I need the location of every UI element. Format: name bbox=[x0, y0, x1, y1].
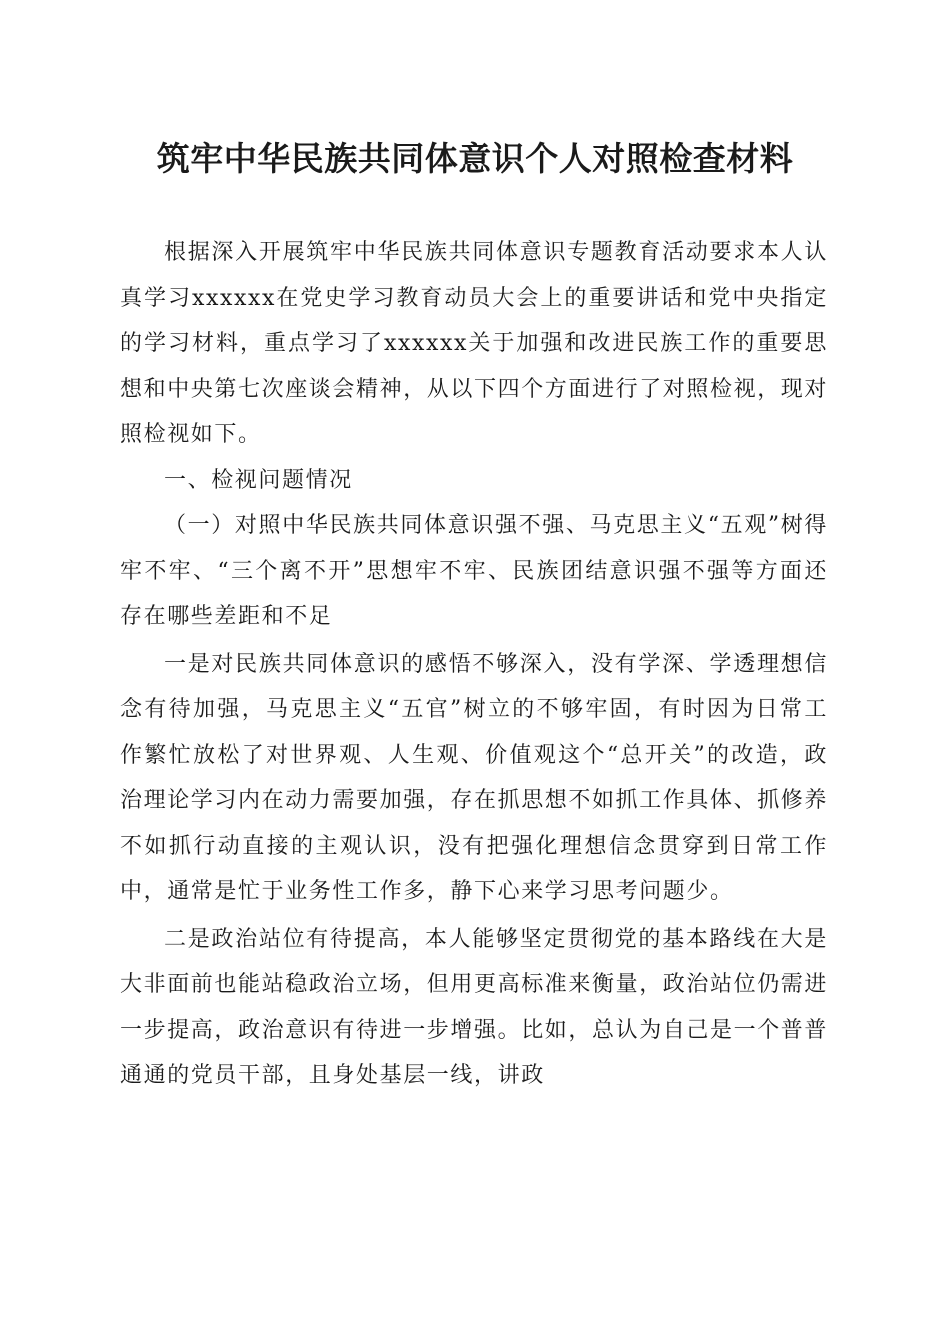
document-title: 筑牢中华民族共同体意识个人对照检查材料 bbox=[156, 139, 794, 178]
point-2-paragraph: 二是政治站位有待提高，本人能够坚定贯彻党的基本路线在大是大非面前也能站稳政治立场，但用更高标准来衡量，政治站位仍需进一步提高，政治意识有待进一步增强。比如，总认为自己是一个普普通通的党员干部，且身处基层一线，讲政 bbox=[120, 926, 829, 1088]
subsection-heading-1: （一）对照中华民族共同体意识强不强、马克思主义“五观”树得牢不牢、“三个离不开”思想牢不牢、民族团结意识强不强等方面还存在哪些差距和不足 bbox=[120, 513, 828, 629]
point-1-paragraph: 一是对民族共同体意识的感悟不够深入，没有学深、学透理想信念有待加强，马克思主义“五官”树立的不够牢固，有时因为日常工作繁忙放松了对世界观、人生观、价值观这个“总开关”的改造，政治理论学习内在动力需要加强，存在抓思想不如抓工作具体、抓修养不如抓行动直接的主观认识，没有把强化理想信念贯穿到日常工作中，通常是忙于业务性工作多，静下心来学习思考问题少。 bbox=[120, 651, 829, 904]
intro-paragraph: 根据深入开展筑牢中华民族共同体意识专题教育活动要求本人认真学习xxxxxx在党史学习教育动员大会上的重要讲话和党中央指定的学习材料，重点学习了xxxxxx关于加强和改进民族工作的重要思想和中央第七次座谈会精神，从以下四个方面进行了对照检视，现对照检视如下。 bbox=[120, 240, 829, 447]
section-heading-1: 一、检视问题情况 bbox=[164, 467, 353, 493]
document-body bbox=[120, 230, 828, 1099]
